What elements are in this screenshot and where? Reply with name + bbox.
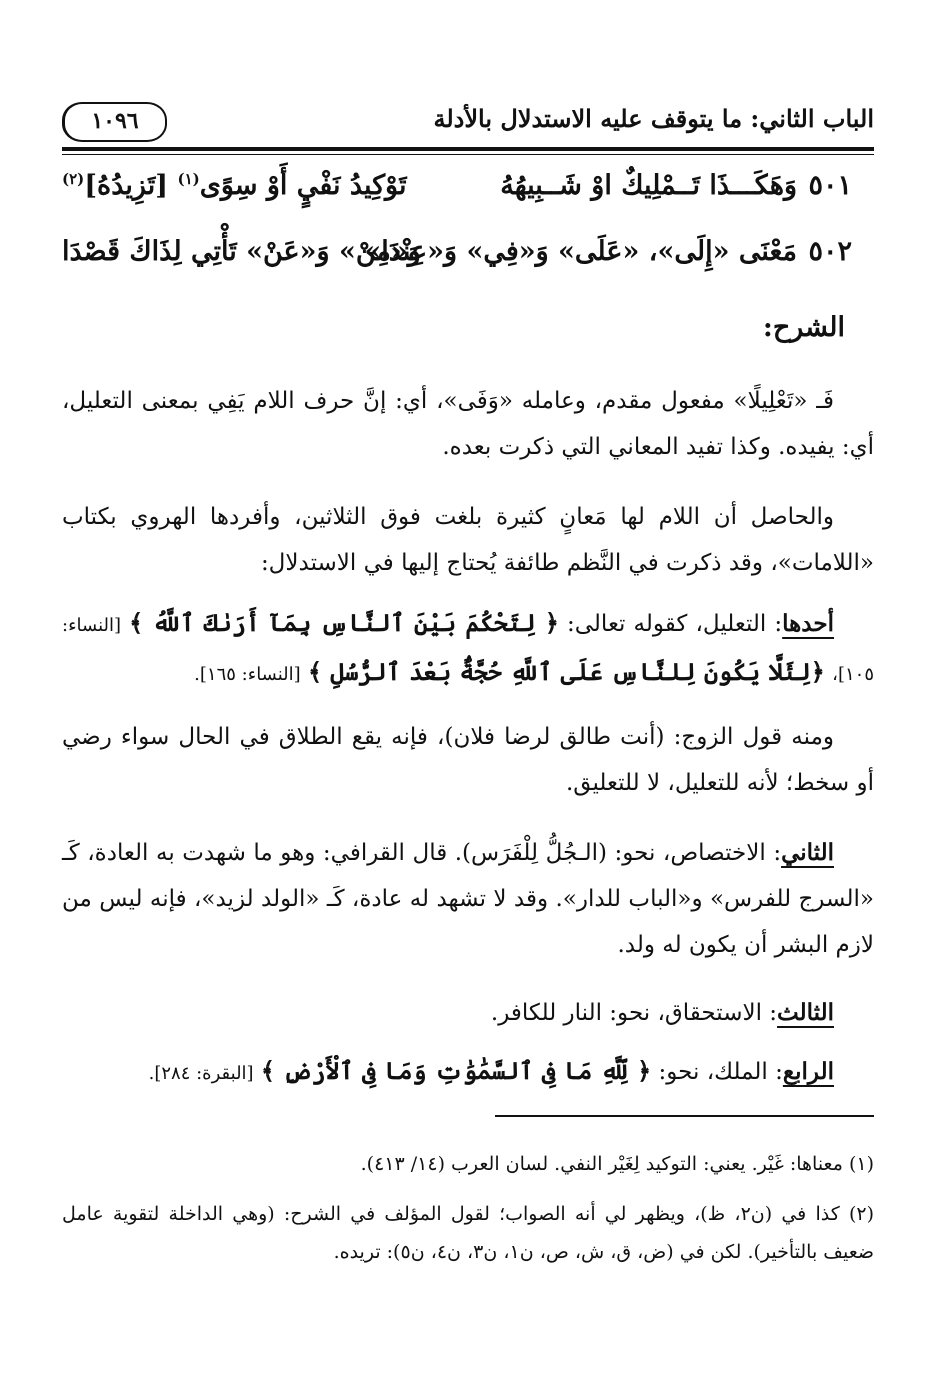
paragraph-3 <box>62 600 874 698</box>
paragraph-4: ومنه قول الزوج: (أنت طالق لرضا فلان)، فإنه يقع الطلاق في الحال سواء رضي أو سخط؛ لأنه للتعليل، لا للتعليق. <box>62 724 874 796</box>
paragraph-text: : الملك، نحو: <box>651 1059 783 1085</box>
paragraph-text: : الاختصاص، نحو: (الـجُلُّ لِلْفَرَس). قال القرافي: وهو ما شهدت به العادة، كَـ «السرج للفرس» و«الباب للدار». وقد لا تشهد له عادة، كَـ «الولد لزيد»، فإنه ليس من لازم البشر أن يكون له ولد. <box>62 840 874 958</box>
footnote-marker-1[interactable]: (١) <box>177 170 200 188</box>
footnote-marker-2[interactable]: (٢) <box>62 170 85 188</box>
quran-quote: ﴿لِئَلَّا يَكُونَ لِلنَّاسِ عَلَى ٱللَّهِ حُجَّةٌۢ بَعْدَ ٱلرُّسُلِ ﴾ <box>307 657 825 686</box>
verse-first-half: وَهَكَـــذَا تَــمْلِيكٌ اوْ شَــبِيهُهُ <box>500 170 797 201</box>
header-rule-thick <box>62 147 874 151</box>
footnote-1: (١) معناها: غَيْر. يعني: التوكيد لِغَيْر النفي. لسان العرب (١٤/ ٤١٣). <box>360 1153 874 1175</box>
section-heading: الشرح: <box>762 312 845 343</box>
quran-reference: [النساء: ١٦٥]. <box>194 664 301 685</box>
paragraph-2: والحاصل أن اللام لها مَعانٍ كثيرة بلغت فوق الثلاثين، وأفردها الهروي بكتاب «اللامات»، وقد ذكرت في النَّظم طائفة يُحتاج إليها في الاستدلال: <box>62 504 874 576</box>
quran-quote: ﴿ لِّلَّهِ مَا فِى ٱلسَّمَٰوَٰتِ وَمَا فِى ٱلْأَرْضِ ﴾ <box>260 1056 652 1085</box>
verse-bracketed-word: [تَزِيدُهُ] <box>84 170 169 201</box>
verse-number: ٥٠٢ <box>808 236 852 267</box>
paragraph-6 <box>62 990 874 1036</box>
quran-reference: [البقرة: ٢٨٤]. <box>148 1063 254 1084</box>
paragraph-7 <box>62 1048 874 1097</box>
item-label: الثالث <box>777 999 834 1026</box>
paragraph-text: : الاستحقاق، نحو: النار للكافر. <box>490 1000 778 1026</box>
item-label: أحدها <box>782 610 834 637</box>
verse-number: ٥٠١ <box>808 170 852 201</box>
quran-reference: [النساء: ١٠٥]، <box>62 615 874 685</box>
item-label: الرابع <box>782 1058 834 1085</box>
verse-502 <box>62 236 852 286</box>
verse-501 <box>62 170 852 220</box>
paragraph-5 <box>62 830 874 968</box>
item-label: الثاني <box>781 839 834 866</box>
verse-second-half <box>62 170 407 201</box>
verse-second-half: وَ«مِنْ» وَ«عَنْ» تَأْتِي لِذَاكَ قَصْدَا <box>62 236 421 267</box>
footnote-separator <box>495 1115 874 1117</box>
footnote-2: (٢) كذا في (ن٢، ظ)، ويظهر لي أنه الصواب؛ لقول المؤلف في الشرح: (وهي الداخلة لتقوية عامل ضعيف بالتأخير). لكن في (ض، ق، ش، ص، ن١، ن٣، ن٤، ن٥): تريده. <box>62 1203 875 1263</box>
verse-first-half: مَعْنَى «إِلَى»، «عَلَى» وَ«فِي» وَ«عِنْدَا» <box>364 236 797 267</box>
verse-second-half-text: تَوْكِيدُ نَفْيٍ أَوْ سِوًى <box>199 170 407 201</box>
page-number: ١٠٩٦ <box>62 102 167 142</box>
quran-quote: ﴿ لِتَحْكُمَ بَيْنَ ٱلنَّاسِ بِمَآ أَرَىٰكَ ٱللَّهُ ﴾ <box>129 608 559 637</box>
header-rule-thin <box>62 154 874 155</box>
chapter-title: الباب الثاني: ما يتوقف عليه الاستدلال بالأدلة <box>433 104 874 133</box>
paragraph-text: : التعليل، كقوله تعالى: <box>558 611 783 637</box>
page-header <box>62 102 874 152</box>
paragraph-1: فَـ «تَعْلِيلًا» مفعول مقدم، وعامله «وَفَى»، أي: إنَّ حرف اللام يَفِي بمعنى التعليل، أي: يفيده. وكذا تفيد المعاني التي ذكرت بعده. <box>62 388 874 460</box>
